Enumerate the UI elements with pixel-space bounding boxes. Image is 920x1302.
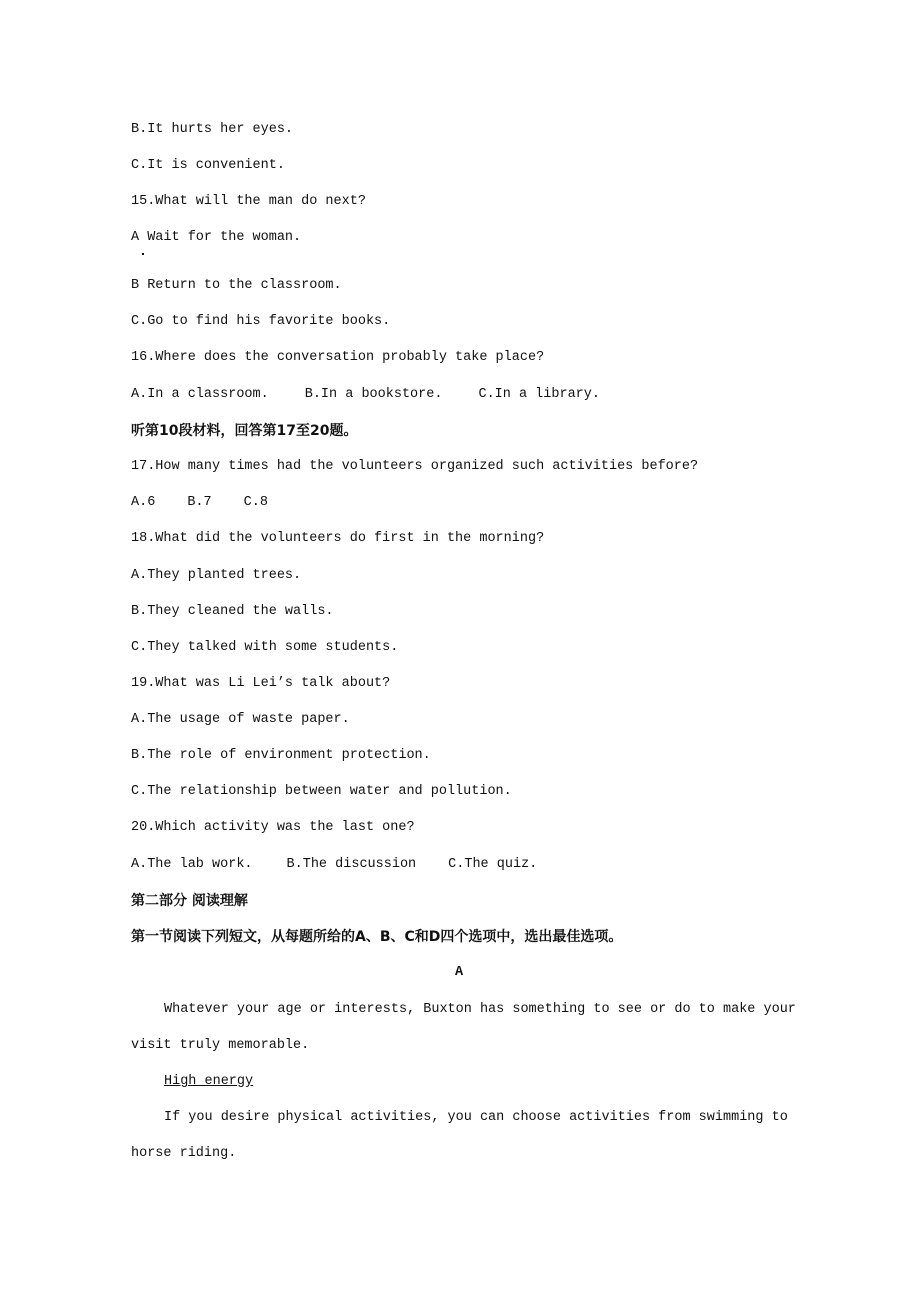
option-20a: A.The lab work. xyxy=(131,857,253,872)
question-17: 17.How many times had the volunteers organized such activities before? xyxy=(131,459,699,474)
part2-title: 第二部分 阅读理解 xyxy=(131,893,248,909)
passage-p2-line1: If you desire physical activities, you can choose activities from swimming to xyxy=(164,1110,788,1125)
option-14c: C.It is convenient. xyxy=(131,158,285,173)
option-15b: B Return to the classroom. xyxy=(131,278,342,293)
question-18: 18.What did the volunteers do first in the morning? xyxy=(131,531,545,546)
option-19b: B.The role of environment protection. xyxy=(131,748,431,763)
option-14b: B.It hurts her eyes. xyxy=(131,122,294,137)
options-17 xyxy=(131,494,268,512)
option-17c: C.8 xyxy=(243,495,268,510)
option-16b: B.In a bookstore. xyxy=(304,387,443,402)
part2-instruction: 第一节阅读下列短文，从每题所给的A、B、C和D四个选项中，选出最佳选项。 xyxy=(131,929,623,945)
option-19c: C.The relationship between water and pollution. xyxy=(131,784,512,799)
option-15c: C.Go to find his favorite books. xyxy=(131,314,391,329)
option-17b: B.7 xyxy=(187,495,212,510)
passage-heading: High energy xyxy=(164,1074,254,1089)
section-10-instruction: 听第10段材料，回答第17至20题。 xyxy=(131,423,358,439)
passage-letter: A xyxy=(455,965,464,980)
option-18b: B.They cleaned the walls. xyxy=(131,604,334,619)
option-15a: A Wait for the woman. xyxy=(131,230,302,245)
option-18a: A.They planted trees. xyxy=(131,568,302,583)
stray-dot xyxy=(142,253,144,255)
question-19: 19.What was Li Lei’s talk about? xyxy=(131,676,391,691)
option-16c: C.In a library. xyxy=(478,387,600,402)
option-20b: B.The discussion xyxy=(286,857,417,872)
option-16a: A.In a classroom. xyxy=(131,387,269,402)
passage-p1-line2: visit truly memorable. xyxy=(131,1038,310,1053)
options-16 xyxy=(131,386,600,404)
question-16: 16.Where does the conversation probably take place? xyxy=(131,350,545,365)
passage-p2-line2: horse riding. xyxy=(131,1146,237,1161)
question-20: 20.Which activity was the last one? xyxy=(131,820,415,835)
option-18c: C.They talked with some students. xyxy=(131,640,399,655)
options-20 xyxy=(131,856,537,874)
option-19a: A.The usage of waste paper. xyxy=(131,712,350,727)
passage-p1-line1: Whatever your age or interests, Buxton has something to see or do to make your xyxy=(164,1002,796,1017)
option-20c: C.The quiz. xyxy=(448,857,538,872)
option-17a: A.6 xyxy=(131,495,156,510)
question-15: 15.What will the man do next? xyxy=(131,194,366,209)
